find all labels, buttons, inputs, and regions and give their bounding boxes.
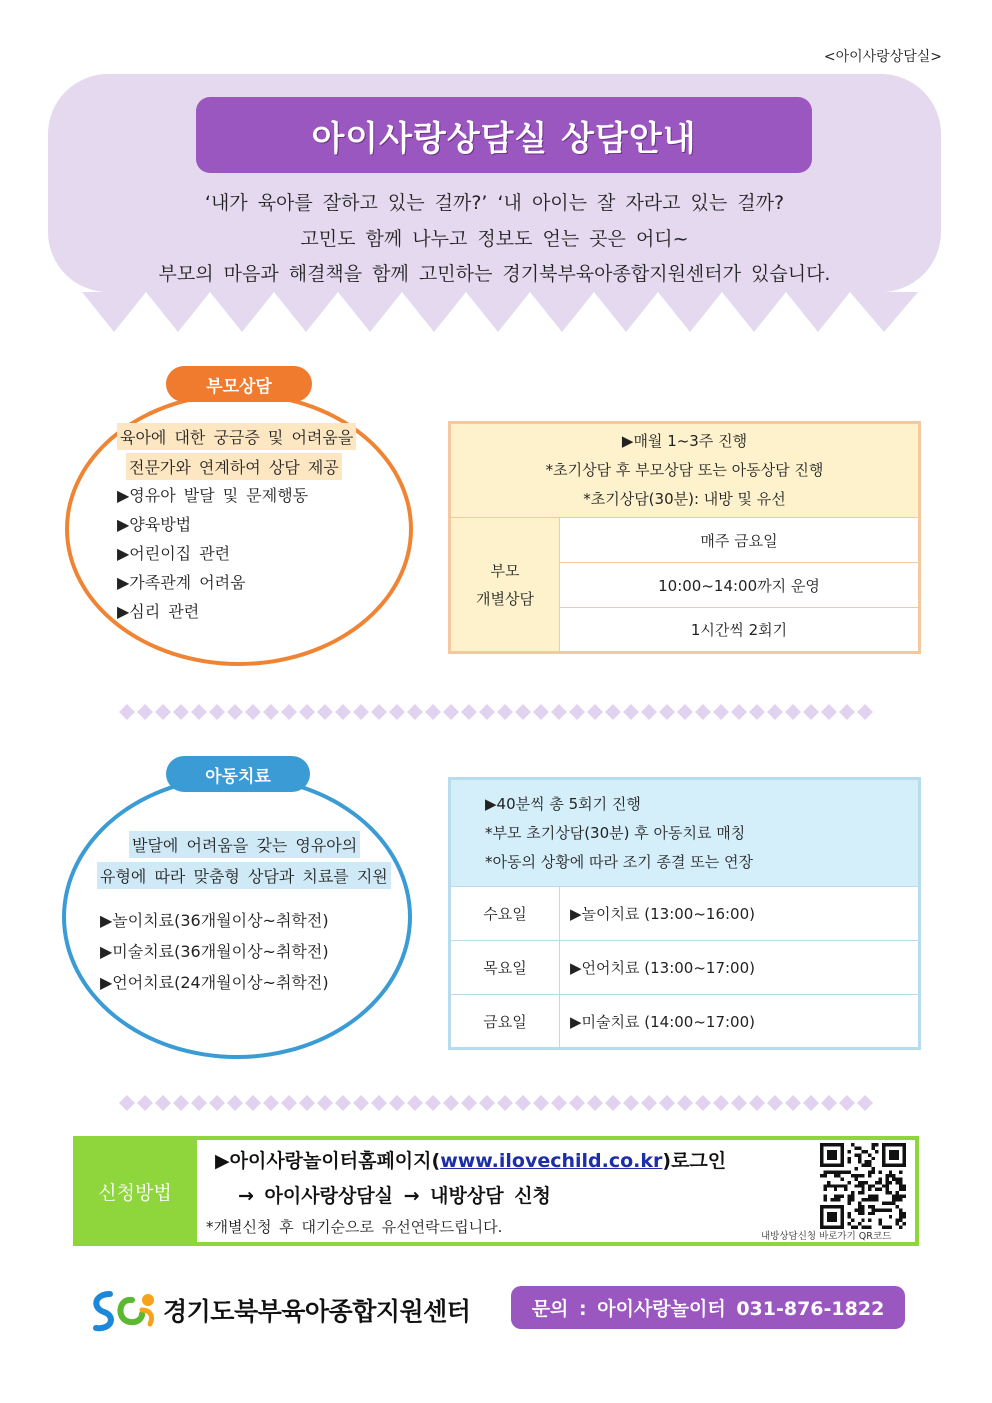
center-logo-icon	[88, 1286, 160, 1334]
parent-item: ▶영유아 발달 및 문제행동	[117, 486, 309, 505]
child-item: ▶놀이치료(36개월이상~취학전)	[100, 911, 329, 930]
parent-schedule-table	[448, 421, 921, 654]
child-schedule-table	[448, 777, 921, 1050]
child-table-notes	[450, 779, 920, 887]
page-title: 아이사랑상담실 상담안내	[196, 97, 812, 173]
organization-name: 경기도북부육아종합지원센터	[163, 1297, 471, 1326]
triangle-border	[82, 292, 918, 334]
intro-line-3: 부모의 마음과 해결책을 함께 고민하는 경기북부육아종합지원센터가 있습니다.	[158, 263, 831, 285]
table-cell: 매주 금요일	[560, 518, 920, 563]
parent-note: *초기상담 후 부모상담 또는 아동상담 진행	[545, 461, 824, 479]
day-cell: 수요일	[450, 887, 560, 941]
qr-caption: 내방상담신청 바로가기 QR코드	[761, 1231, 892, 1242]
contact-badge: 문의 : 아이사랑놀이터 031-876-1822	[511, 1286, 905, 1329]
diamond-divider	[118, 703, 874, 721]
apply-line-1	[215, 1146, 726, 1173]
apply-line-2: → 아이사랑상담실 → 내방상담 신청	[238, 1185, 551, 1207]
diamond-divider	[118, 1094, 874, 1112]
parent-item: ▶어린이집 관련	[117, 544, 231, 563]
child-item: ▶미술치료(36개월이상~취학전)	[100, 942, 329, 961]
program-cell: ▶미술치료 (14:00~17:00)	[560, 995, 920, 1049]
parent-item: ▶양육방법	[117, 515, 192, 534]
side-label: 부모	[490, 561, 520, 580]
section-label: <아이사랑상담실>	[823, 49, 942, 65]
apply-note: *개별신청 후 대기순으로 유선연락드립니다.	[206, 1218, 503, 1236]
parent-table-notes	[450, 423, 920, 518]
table-cell: 10:00~14:00까지 운영	[560, 563, 920, 608]
parent-item: ▶심리 관련	[117, 602, 200, 621]
parent-note: ▶매월 1~3주 진행	[621, 432, 748, 450]
child-note: ▶40분씩 총 5회기 진행	[485, 794, 641, 813]
child-desc-2: 유형에 따라 맞춤형 상담과 치료를 지원	[97, 862, 391, 889]
child-item: ▶언어치료(24개월이상~취학전)	[100, 973, 329, 992]
program-cell: ▶놀이치료 (13:00~16:00)	[560, 887, 920, 941]
day-cell: 금요일	[450, 995, 560, 1049]
parent-item: ▶가족관계 어려움	[117, 573, 246, 592]
side-label: 개별상담	[476, 589, 534, 608]
parent-desc-2: 전문가와 연계하여 상담 제공	[126, 453, 342, 480]
intro-line-1: ‘내가 육아를 잘하고 있는 걸까?’ ‘내 아이는 잘 자라고 있는 걸까?	[204, 192, 785, 214]
child-note: *아동의 상황에 따라 조기 종결 또는 연장	[485, 852, 753, 871]
child-desc-1: 발달에 어려움을 갖는 영유아의	[129, 831, 360, 858]
apply-suffix: )로그인	[662, 1150, 727, 1172]
parent-note: *초기상담(30분): 내방 및 유선	[583, 490, 786, 508]
parent-table-side	[450, 518, 560, 653]
child-badge: 아동치료	[166, 756, 310, 792]
day-cell: 목요일	[450, 941, 560, 995]
homepage-link[interactable]: www.ilovechild.co.kr	[440, 1150, 663, 1172]
program-cell: ▶언어치료 (13:00~17:00)	[560, 941, 920, 995]
apply-label: 신청방법	[98, 1181, 172, 1204]
intro-line-2: 고민도 함께 나누고 정보도 얻는 곳은 어디~	[300, 228, 689, 250]
qr-code-icon[interactable]	[820, 1143, 906, 1229]
table-cell: 1시간씩 2회기	[560, 608, 920, 653]
parent-badge: 부모상담	[166, 366, 312, 402]
parent-desc-1: 육아에 대한 궁금증 및 어려움을	[117, 423, 356, 450]
apply-prefix: ▶아이사랑놀이터홈페이지(	[215, 1150, 441, 1172]
child-note: *부모 초기상담(30분) 후 아동치료 매칭	[485, 823, 746, 842]
